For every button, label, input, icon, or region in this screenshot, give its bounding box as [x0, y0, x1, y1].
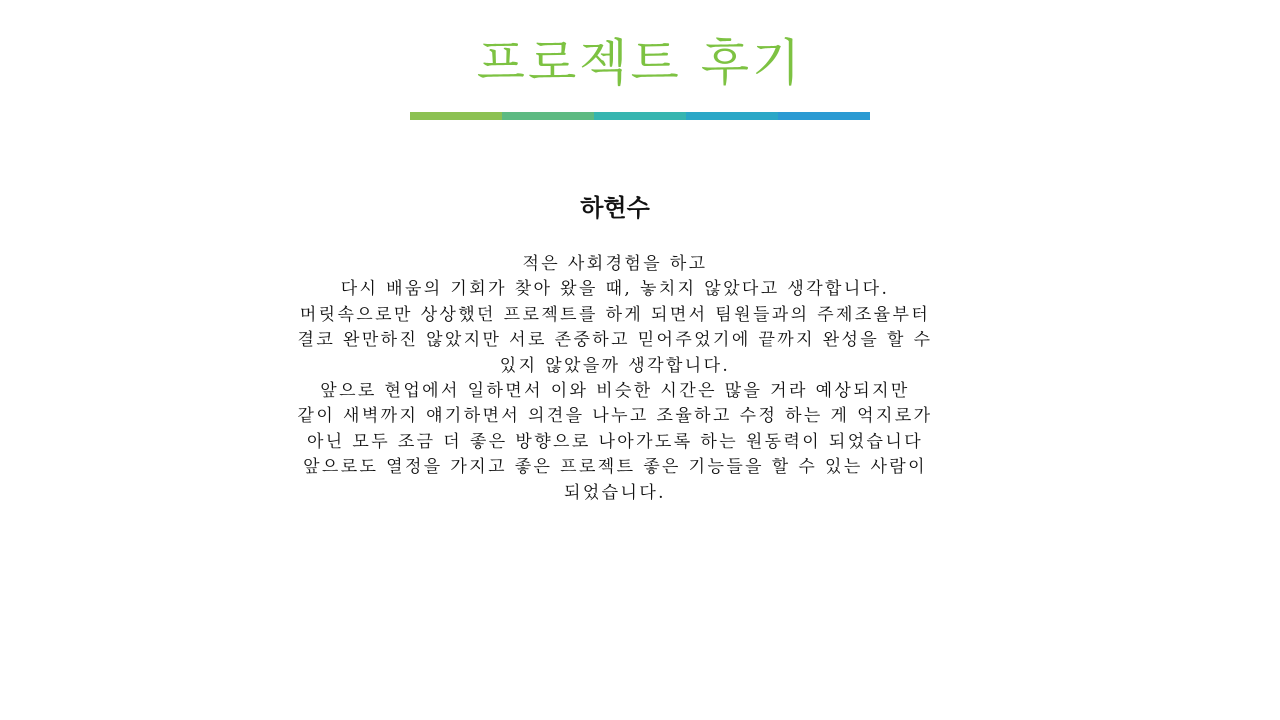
review-line: 있지 않았을까 생각합니다.: [499, 355, 731, 376]
review-line: 적은 사회경험을 하고: [522, 254, 708, 274]
review-line: 앞으로도 열정을 가지고 좋은 프로젝트 좋은 기능들을 할 수 있는 사람이: [303, 457, 927, 478]
slide-title: 프로젝트 후기: [476, 34, 804, 92]
underline-segment: [410, 112, 502, 120]
review-line: 머릿속으로만 상상했던 프로젝트를 하게 되면서 팀원들과의 주제조율부터: [299, 304, 931, 325]
underline-segment: [686, 112, 778, 120]
review-line: 아닌 모두 조금 더 좋은 방향으로 나아가도록 하는 원동력이 되었습니다: [306, 431, 924, 452]
underline-segment: [594, 112, 686, 120]
review-line: 앞으로 현업에서 일하면서 이와 비슷한 시간은 많을 거라 예상되지만: [320, 381, 910, 402]
review-line: 되었습니다.: [564, 482, 666, 503]
review-line: 같이 새벽까지 얘기하면서 의견을 나누고 조율하고 수정 하는 게 억지로가: [297, 406, 933, 427]
review-line: 결코 완만하진 않았지만 서로 존중하고 믿어주었기에 끝까지 완성을 할 수: [297, 330, 933, 351]
review-body: [240, 252, 990, 506]
title-underline-bar: [410, 112, 870, 120]
underline-segment: [502, 112, 594, 120]
review-line: 다시 배움의 기회가 찾아 왔을 때, 놓치지 않았다고 생각합니다.: [340, 279, 890, 300]
underline-segment: [778, 112, 870, 120]
author-name: 하현수: [580, 193, 650, 222]
